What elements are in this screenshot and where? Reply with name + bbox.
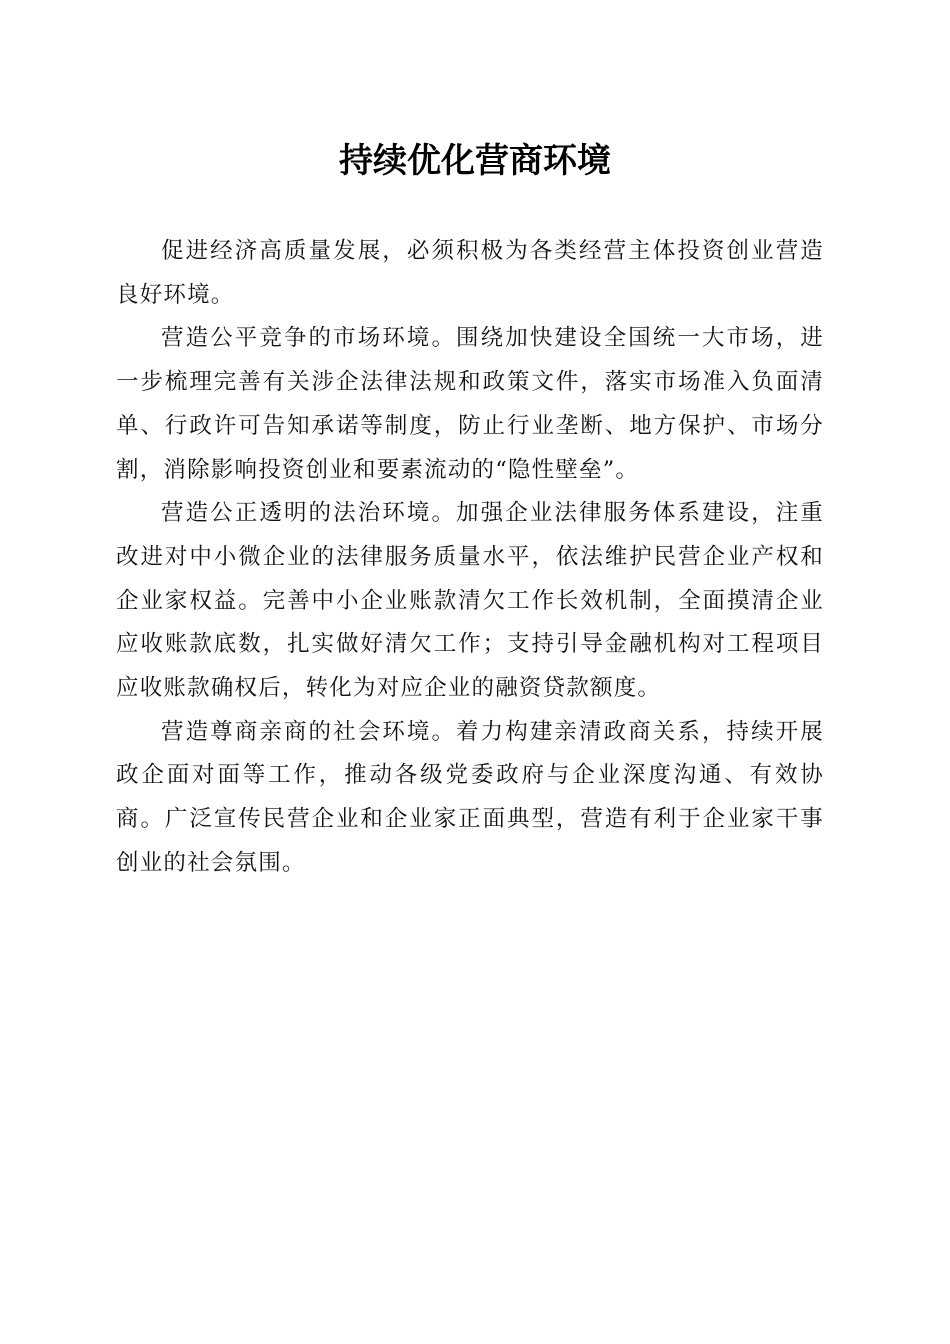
paragraph-intro: 促进经济高质量发展，必须积极为各类经营主体投资创业营造良好环境。 (116, 238, 824, 308)
paragraph-legal-environment: 营造公正透明的法治环境。加强企业法律服务体系建设，注重改进对中小微企业的法律服务质量水平，依法维护民营企业产权和企业家权益。完善中小企业账款清欠工作长效机制，全面摸清企业应收账款底数，扎实做好清欠工作；支持引导金融机构对工程项目应收账款确权后，转化为对应企业的融资贷款额度。 (116, 500, 824, 702)
document-title: 持续优化营商环境 (339, 141, 611, 181)
document-body (116, 230, 824, 886)
paragraph-social-environment: 营造尊商亲商的社会环境。着力构建亲清政商关系，持续开展政企面对面等工作，推动各级党委政府与企业深度沟通、有效协商。广泛宣传民营企业和企业家正面典型，营造有利于企业家干事创业的社会氛围。 (116, 718, 824, 876)
paragraph-market-environment: 营造公平竞争的市场环境。围绕加快建设全国统一大市场，进一步梳理完善有关涉企法律法规和政策文件，落实市场准入负面清单、行政许可告知承诺等制度，防止行业垄断、地方保护、市场分割，消除影响投资创业和要素流动的“隐性壁垒”。 (116, 325, 824, 483)
